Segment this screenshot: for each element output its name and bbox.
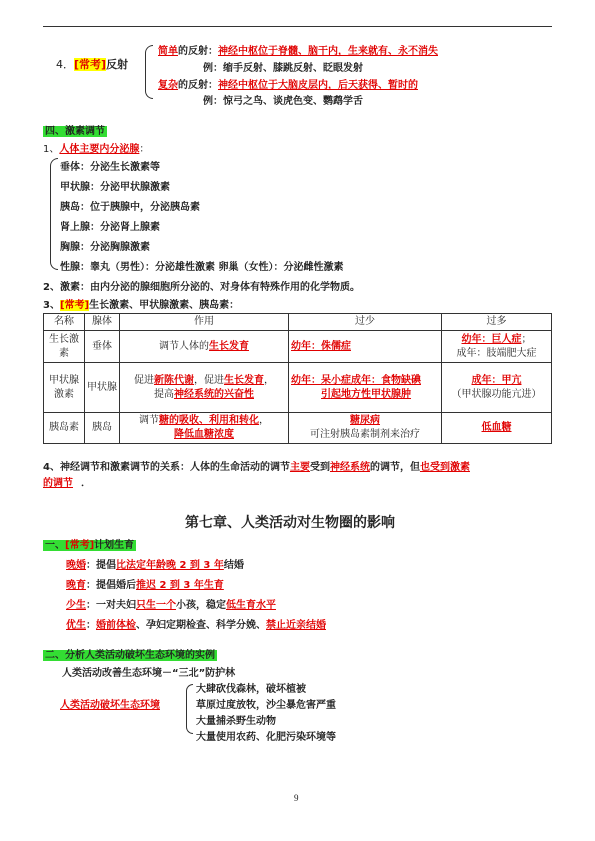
destroy-item: 大量使用农药、化肥污染环境等: [196, 732, 336, 743]
item-highlight: 比法定年龄晚 2 到 3 年: [116, 560, 224, 571]
item-text: ：一对夫妇: [86, 600, 136, 611]
section1-number: 一、: [45, 540, 65, 551]
deficit-text: 制剂来治疗: [370, 429, 420, 440]
table-row: [44, 331, 552, 363]
reflex-brace: [145, 45, 153, 99]
q4-text: ．: [81, 478, 91, 489]
header-cell: 过少: [289, 314, 442, 331]
q3-number: 3、: [43, 300, 60, 311]
effect-key: 新陈代谢: [154, 374, 194, 386]
cell-name: 胰岛素: [44, 413, 85, 444]
item-key: 少生: [66, 600, 86, 611]
destroy-label-text: 人类活动破坏生态环境: [60, 700, 160, 711]
q4-key: 神经系统: [329, 462, 370, 473]
cell-excess: [442, 363, 552, 413]
excess-text: 成年：甲亢: [471, 374, 522, 386]
effect-key: 生长发育: [209, 340, 249, 352]
hormone-heading: [43, 122, 107, 137]
q4-line-1: [43, 458, 470, 473]
reflex-tag: [常考]: [74, 58, 107, 71]
q3-tag: [常考]: [59, 300, 90, 311]
simple-reflex-example: 例：缩手反射、膝跳反射、眨眼发射: [203, 63, 363, 74]
header-cell: 作用: [120, 314, 289, 331]
q1-number: 1、: [43, 144, 60, 155]
q4-line-2: [43, 474, 91, 489]
deficit-text: 糖尿病: [350, 415, 380, 426]
header-cell: 名称: [44, 314, 85, 331]
cell-deficit: [289, 331, 442, 363]
family-plan-item: [66, 556, 244, 571]
destroy-label: [60, 696, 160, 711]
q3-text: 生长激素、甲状腺激素、胰岛素：: [89, 300, 240, 311]
cell-gland: 垂体: [85, 331, 120, 363]
item-highlight: 禁止近亲结婚: [266, 620, 326, 631]
item-highlight: 推迟 2 到 3 年生育: [136, 580, 224, 591]
excess-text: 低血糖: [481, 422, 512, 433]
destroy-brace: [186, 684, 193, 734]
effect-text: 调节: [139, 415, 159, 426]
excess-sep: ；: [521, 333, 532, 345]
cell-gland: 胰岛: [85, 413, 120, 444]
complex-reflex-line: [158, 76, 418, 91]
section1-heading: [43, 536, 136, 551]
deficit-text: 引起地方性甲状腺肿: [321, 388, 411, 400]
excess-text: 幼年：巨人症: [461, 333, 522, 345]
deficit-text: 食物缺碘: [381, 374, 421, 386]
destroy-item: 大肆砍伐森林，破坏植被: [196, 684, 306, 695]
reflex-label: 反射: [106, 58, 129, 71]
effect-text: 调节人体的: [159, 340, 209, 352]
deficit-text: 幼年：呆小症: [291, 374, 351, 386]
effect-text: ，促进: [194, 374, 224, 386]
simple-rest: 的反射：: [178, 46, 218, 57]
destroy-item: 大量捕杀野生动物: [196, 716, 276, 727]
effect-key: 生长发育: [224, 374, 264, 386]
item-key: 晚育: [66, 580, 86, 591]
item-text: ：: [86, 620, 96, 631]
q4-text: 受到: [309, 462, 330, 473]
q4-key: 主要: [289, 462, 310, 473]
section1-tag: [常考]: [65, 540, 95, 551]
effect-key: 神经系统的兴奋性: [174, 388, 254, 400]
glands-brace: [50, 158, 58, 270]
cell-deficit: [289, 413, 442, 444]
improve-line: 人类活动改善生态环境－“三北”防护林: [62, 668, 236, 679]
q3-line: [43, 296, 239, 311]
section2-heading: [43, 646, 217, 661]
cell-effect: [120, 363, 289, 413]
q1-colon: ：: [139, 144, 150, 155]
hormone-table: [43, 313, 552, 444]
deficit-text: 可注射胰岛素: [310, 429, 370, 440]
table-header-row: [44, 314, 552, 331]
destroy-item: 草原过度放牧，沙尘暴危害严重: [196, 700, 336, 711]
chapter-title: 第七章、人类活动对生物圈的影响: [185, 515, 395, 531]
q4-text: 4、神经调节和激素调节的关系：人体的生命活动的调节: [43, 462, 290, 473]
item-text: 、孕妇定期检查、科学分娩、: [136, 620, 266, 631]
cell-gland: 甲状腺: [85, 363, 120, 413]
deficit-text: 成年：: [351, 374, 381, 386]
effect-text: 促进: [134, 374, 154, 386]
item-text: 结婚: [223, 560, 244, 571]
item-key: 优生: [66, 620, 86, 631]
q2-line: 2、激素：由内分泌的腺细胞所分泌的、对身体有特殊作用的化学物质。: [43, 282, 360, 293]
item-key: 晚婚: [66, 560, 86, 571]
complex-term: 复杂: [158, 80, 178, 91]
section2-text: 二、分析人类活动破坏生态环境的实例: [45, 650, 215, 661]
cell-deficit: [289, 363, 442, 413]
cell-name: 生长激素: [44, 331, 85, 363]
top-rule: [43, 26, 552, 27]
item-highlight: 只生一个: [136, 600, 176, 611]
item-text: 小孩，稳定: [176, 600, 226, 611]
cell-effect: [120, 413, 289, 444]
hormone-heading-text: 四、激素调节: [45, 126, 105, 137]
complex-definition: 神经中枢位于大脑皮层内，后天获得、暂时的: [218, 80, 418, 91]
simple-reflex-line: [158, 42, 438, 57]
header-cell: 过多: [442, 314, 552, 331]
effect-text: 提高: [154, 388, 174, 400]
effect-text: ，: [259, 415, 269, 426]
table-row: [44, 363, 552, 413]
effect-key: 降低血糖浓度: [174, 429, 234, 440]
item-highlight: 婚前体检: [96, 620, 136, 631]
section1-text: 计划生育: [94, 540, 135, 551]
excess-text-2: 成年：肢端肥大症: [456, 347, 537, 359]
item-text: ：提倡婚后: [86, 580, 136, 591]
q1-text: 人体主要内分泌腺: [59, 144, 140, 155]
effect-key: 糖的吸收、利用和转化: [159, 415, 259, 426]
simple-definition: 神经中枢位于脊髓、脑干内，生来就有、永不消失: [218, 46, 438, 57]
gland-item: 甲状腺：分泌甲状腺激素: [60, 182, 170, 193]
effect-text: ，: [264, 374, 274, 386]
gland-item: 垂体：分泌生长激素等: [60, 162, 160, 173]
q4-key: 的调节: [43, 478, 73, 489]
page-number: 9: [294, 793, 299, 803]
family-plan-item: [66, 616, 326, 631]
cell-name: 甲状腺激素: [44, 363, 85, 413]
family-plan-item: [66, 596, 276, 611]
cell-effect: [120, 331, 289, 363]
excess-text-2: （甲状腺功能亢进）: [451, 388, 542, 400]
gland-item: 胸腺：分泌胸腺激素: [60, 242, 150, 253]
q4-key: 也受到激素: [419, 462, 470, 473]
reflex-heading: [56, 56, 128, 72]
complex-rest: 的反射：: [178, 80, 218, 91]
gland-item: 肾上腺：分泌肾上腺素: [60, 222, 160, 233]
complex-reflex-example: 例：惊弓之鸟、谈虎色变、鹦鹉学舌: [203, 96, 363, 107]
item-text: ：提倡: [86, 560, 116, 571]
simple-term: 简单: [158, 46, 178, 57]
gland-item: 性腺：睾丸（男性）：分泌雄性激素 卵巢（女性）：分泌雌性激素: [60, 262, 344, 273]
family-plan-item: [66, 576, 224, 591]
q1-line: [43, 140, 149, 155]
cell-excess: [442, 331, 552, 363]
header-cell: 腺体: [85, 314, 120, 331]
reflex-number: 4．: [56, 58, 74, 71]
gland-item: 胰岛：位于胰腺中，分泌胰岛素: [60, 202, 200, 213]
cell-excess: [442, 413, 552, 444]
deficit-text: 幼年：侏儒症: [291, 340, 351, 352]
q4-text: 的调节，但: [369, 462, 420, 473]
item-highlight: 低生育水平: [226, 600, 276, 611]
table-row: [44, 413, 552, 444]
